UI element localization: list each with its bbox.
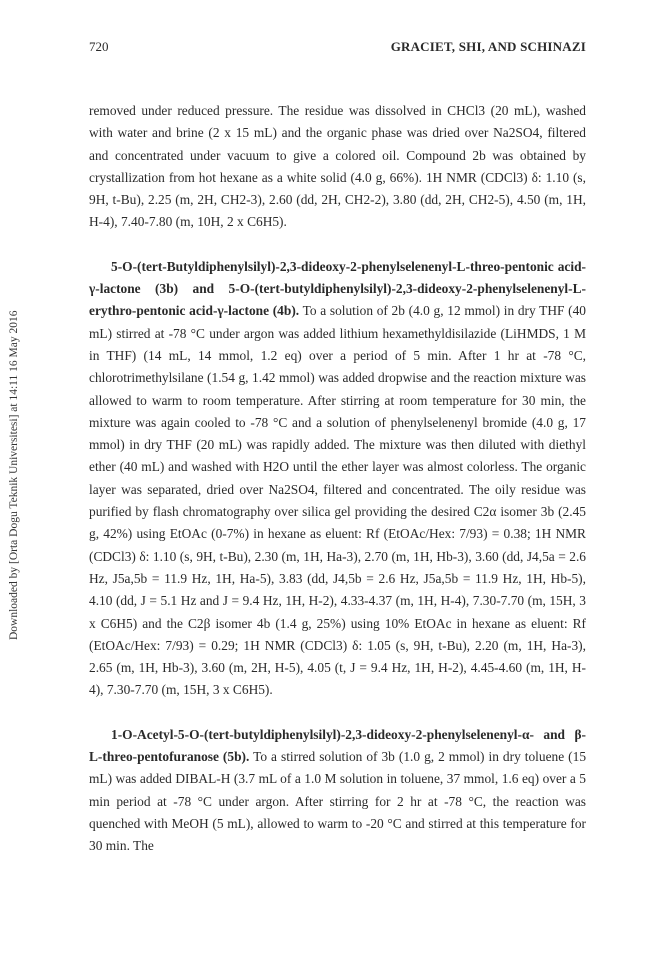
running-head: GRACIET, SHI, AND SCHINAZI bbox=[390, 39, 586, 54]
procedure-title-5b: 1-O-Acetyl-5-O-(tert-butyldiphenylsilyl)-2,3-dideoxy-2-phenylselenenyl-α- and β-L-threo-pentofuranose (5b). bbox=[89, 726, 586, 765]
procedure-body-5b: To a stirred solution of 3b (1.0 g, 2 mmol) in dry toluene (15 mL) was added DIBAL-H (3.7 mL of a 1.0 M solution in toluene, 37 mmol, 1.6 eq) over a 5 min period at -78 °C under argon. After stirring for 2 hr at -78 °C, the reaction was quenched with MeOH (5 mL), allowed to warm to -20 °C and stirred at this temperature for 30 min. The bbox=[89, 749, 587, 854]
procedure-title-3b-4b: 5-O-(tert-Butyldiphenylsilyl)-2,3-dideoxy-2-phenylselenenyl-L-threo-pentonic acid-γ-lactone (3b) and 5-O-(tert-butyldiphenylsilyl)-2,3-dideoxy-2-phenylselenenyl-L-erythro-pentonic acid-γ-lactone (4b). bbox=[89, 258, 586, 319]
download-notice: Downloaded by [Orta Dogu Teknik Universitesi] at 14:11 16 May 2016 bbox=[8, 310, 20, 640]
procedure-body-3b-4b: To a solution of 2b (4.0 g, 12 mmol) in dry THF (40 mL) stirred at -78 °C under argon was added lithium hexamethyldisilazide (LiHMDS, 1 M in THF) (14 mL, 14 mmol, 1.2 eq) over a period of 5 min. After 1 hr at -78 °C, chlorotrimethylsilane (1.54 g, 1.42 mmol) was added dropwise and the reaction mixture was allowed to warm to room temperature. After stirring at room temperature for 30 min, the mixture was again cooled to -78 °C and a solution of phenylselenenyl bromide (4.0 g, 17 mmol) in dry THF (20 mL) was rapidly added. The mixture was then diluted with diethyl ether (40 mL) and washed with H2O until the ether layer was almost colorless. The organic layer was separated, dried over Na2SO4, filtered and concentrated. The oily residue was purified by flash chromatography over silica gel providing the desired C2α isomer 3b (2.45 g, 42%) using EtOAc (0-7%) in hexane as eluent: Rf (EtOAc/Hex: 7/93) = 0.38; 1H NMR (CDCl3) δ: 1.10 (s, 9H, t-Bu), 2.30 (m, 1H, Ha-3), 2.70 (m, 1H, Hb-3), 3.60 (dd, J4,5a = 2.6 Hz, J5a,5b = 11.9 Hz, 1H, Ha-5), 3.83 (dd, J4,5b = 2.6 Hz, J5a,5b = 11.9 Hz, 1H, Hb-5), 4.10 (dd, J = 5.1 Hz and J = 9.4 Hz, 1H, H-2), 4.33-4.37 (m, 1H, H-4), 7.30-7.70 (m, 15H, 3 x C6H5) and the C2β isomer 4b (1.4 g, 25%) using 10% EtOAc in hexane as eluent: Rf (EtOAc/Hex: 7/93) = 0.29; 1H NMR (CDCl3) δ: 1.05 (s, 9H, t-Bu), 2.20 (m, 1H, Ha-3), 2.65 (m, 1H, Hb-3), 3.60 (m, 2H, H-5), 4.05 (t, J = 9.4 Hz, 1H, H-2), 4.45-4.60 (m, 1H, H-4), 7.30-7.70 (m, 15H, 3 x C6H5). bbox=[89, 303, 586, 698]
page-number: 720 bbox=[89, 39, 109, 54]
article-body bbox=[89, 100, 586, 858]
paragraph-compound-5b bbox=[89, 724, 586, 858]
paragraph-compounds-3b-4b bbox=[89, 256, 586, 702]
paragraph-compound-2b: removed under reduced pressure. The residue was dissolved in CHCl3 (20 mL), washed with water and brine (2 x 15 mL) and the organic phase was dried over Na2SO4, filtered and concentrated under vacuum to give a colored oil. Compound 2b was obtained by crystallization from hot hexane as a white solid (4.0 g, 66%). 1H NMR (CDCl3) δ: 1.10 (s, 9H, t-Bu), 2.25 (m, 2H, CH2-3), 2.60 (dd, 2H, CH2-2), 3.80 (dd, 2H, CH2-5), 4.50 (m, 1H, H-4), 7.40-7.80 (m, 10H, 2 x C6H5). bbox=[89, 103, 586, 230]
